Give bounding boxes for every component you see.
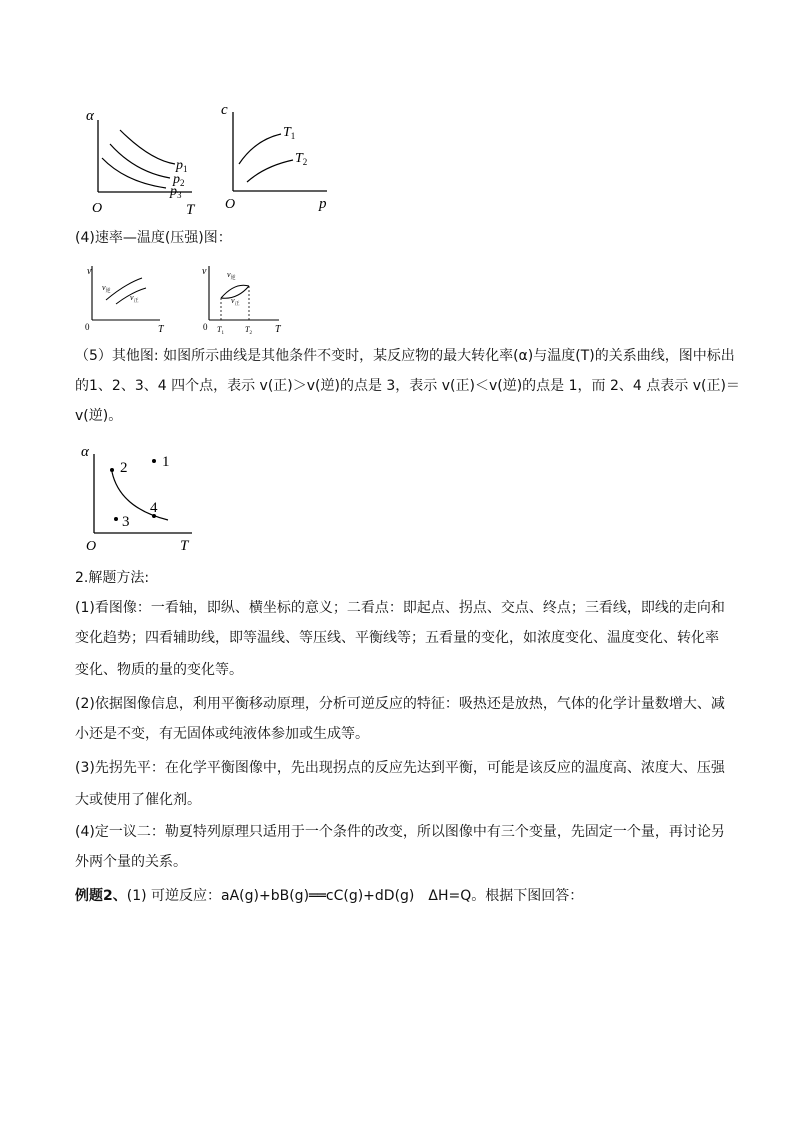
section-5-line-1: （5）其他图: 如图所示曲线是其他条件不变时，某反应物的最大转化率(α)与温度(T)的关系曲线，图中标出	[75, 348, 735, 364]
y-axis-label: c	[221, 102, 228, 118]
svg-text:v正	[231, 296, 240, 307]
svg-text:v正	[130, 293, 139, 304]
curve-sub: 3	[177, 190, 182, 200]
data-point	[110, 468, 114, 472]
curve-sub: 1	[183, 164, 188, 174]
method-p4-line2: 外两个量的关系。	[75, 854, 187, 870]
curve-sub: 1	[290, 131, 296, 141]
example-text: (1) 可逆反应：aA(g)+bB(g)══cC(g)+dD(g) ΔH=Q。根据下图回答：	[126, 888, 584, 904]
svg-text:v逆	[102, 283, 111, 294]
figure-alpha-vs-T-points	[78, 440, 208, 555]
tick-sub: 2	[249, 331, 252, 336]
data-point	[152, 459, 156, 463]
y-axis-label: v	[202, 266, 207, 277]
figure-rate-vs-T	[80, 260, 180, 335]
point-label: 1	[162, 454, 170, 470]
method-title: 2.解题方法:	[75, 570, 150, 586]
tick-label: T	[217, 325, 222, 334]
example-2	[75, 886, 583, 906]
figure-alpha-vs-T	[80, 100, 210, 220]
point-label: 4	[150, 500, 158, 516]
curve-label: p	[170, 184, 177, 199]
curve-label: T	[295, 151, 303, 166]
origin-label: O	[86, 539, 97, 554]
rate-label: v	[130, 293, 134, 302]
tick-label: T	[245, 325, 250, 334]
curve-label: T	[283, 125, 291, 140]
method-p1-line3: 变化、物质的量的变化等。	[75, 662, 243, 678]
method-p1-line1: (1)看图像：一看轴，即纵、横坐标的意义；二看点：即起点、拐点、交点、终点；三看线，即线的走向和	[75, 600, 725, 616]
rate-sub: 逆	[230, 276, 236, 281]
method-p3-line2: 大或使用了催化剂。	[75, 792, 201, 808]
svg-text:T2	[295, 151, 307, 167]
figure-rate-vs-T-T1-T2	[195, 260, 295, 340]
svg-text:T1	[217, 325, 224, 336]
svg-text:T1	[283, 125, 295, 141]
method-p2-line2: 小还是不变，有无固体或纯液体参加或生成等。	[75, 726, 369, 742]
x-axis-label: T	[180, 538, 189, 554]
curve-label: p	[173, 172, 180, 187]
method-p4-line1: (4)定一议二：勒夏特列原理只适用于一个条件的改变，所以图像中有三个变量，先固定一个量，再讨论另	[75, 824, 725, 840]
origin-label: O	[92, 201, 103, 216]
origin-label: 0	[203, 322, 208, 332]
method-p2-line1: (2)依据图像信息，利用平衡移动原理，分析可逆反应的特征：吸热还是放热，气体的化学计量数增大、减	[75, 696, 725, 712]
rate-sub: 逆	[105, 289, 111, 294]
x-axis-label: p	[319, 196, 327, 212]
method-p3-line1: (3)先拐先平：在化学平衡图像中，先出现拐点的反应先达到平衡，可能是该反应的温度高、浓度大、压强	[75, 760, 725, 776]
rate-label: v	[231, 296, 235, 305]
data-point	[114, 517, 118, 521]
section-5-line-3: v(逆)。	[75, 408, 123, 424]
tick-sub: 1	[221, 331, 224, 336]
section-4-title: (4)速率—温度(压强)图：	[75, 230, 232, 246]
rate-label: v	[227, 270, 231, 279]
origin-label: O	[225, 197, 236, 212]
example-label: 例题2、	[75, 888, 127, 904]
curve-sub: 2	[180, 178, 185, 188]
svg-text:v逆	[227, 270, 236, 281]
x-axis-label: T	[275, 324, 281, 335]
rate-sub: 正	[133, 299, 139, 304]
curve-label: p	[176, 158, 183, 173]
rate-label: v	[102, 283, 106, 292]
svg-text:T2	[245, 325, 252, 336]
y-axis-label: α	[86, 108, 94, 124]
rate-sub: 正	[234, 302, 240, 307]
origin-label: 0	[85, 322, 90, 332]
section-5-line-2: 的1、2、3、4 四个点，表示 v(正)＞v(逆)的点是 3，表示 v(正)＜v(逆)的点是 1，而 2、4 点表示 v(正)＝	[75, 378, 740, 394]
point-label: 3	[122, 514, 130, 530]
x-axis-label: T	[186, 202, 195, 218]
point-label: 2	[120, 460, 128, 476]
figure-c-vs-p	[215, 98, 345, 218]
y-axis-label: α	[81, 444, 89, 460]
curve-sub: 2	[302, 157, 308, 167]
x-axis-label: T	[158, 324, 164, 335]
y-axis-label: v	[87, 266, 92, 277]
method-p1-line2: 变化趋势；四看辅助线，即等温线、等压线、平衡线等；五看量的变化，如浓度变化、温度变化、转化率	[75, 630, 719, 646]
